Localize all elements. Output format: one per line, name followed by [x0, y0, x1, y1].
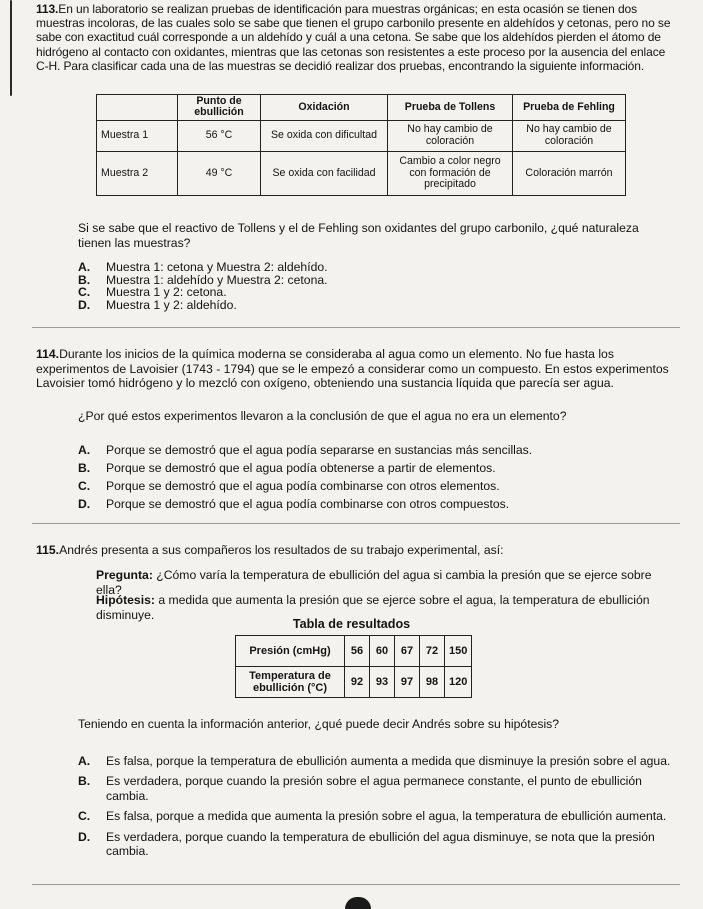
option-a[interactable]: A. Es falsa, porque la temperatura de ebullición aumenta a medida que disminuye la presión sobre el agua.	[78, 754, 671, 768]
option-a[interactable]: A. Muestra 1: cetona y Muestra 2: aldehído.	[78, 260, 328, 274]
pregunta-text: ¿Cómo varía la temperatura de ebullición del agua si cambia la presión que se ejerce sobre ella?	[96, 568, 652, 597]
sample-table	[96, 94, 626, 196]
table-header: Punto de ebullición	[178, 95, 261, 121]
results-table-title: Tabla de resultados	[292, 617, 411, 631]
question-114-stem: ¿Por qué estos experimentos llevaron a la conclusión de que el agua no era un elemento?	[78, 409, 567, 423]
hipotesis-label: Hipótesis:	[96, 593, 155, 607]
table-header: Prueba de Fehling	[513, 95, 626, 121]
option-b[interactable]: B. Muestra 1: aldehído y Muestra 2: cetona.	[78, 272, 328, 287]
option-a[interactable]: A. Porque se demostró que el agua podía separarse en sustancias más sencillas.	[78, 443, 533, 457]
question-114-text: 114.Durante los inicios de la química moderna se consideraba al agua como un elemento. No fue hasta los experimentos de Lavoisier (1743 - 1794) que se le empezó a considerar como un compuesto. En estos experimentos Lavoisier tomó hidrógeno y lo mezcló con oxígeno, obteniendo una sustancia líquida que parecía ser agua.	[36, 347, 669, 391]
table-corner	[97, 95, 178, 121]
table-cell: 60	[370, 636, 395, 667]
option-d[interactable]: D. Es verdadera, porque cuando la temperatura de ebullición del agua disminuye, se nota que la presión cambia.	[78, 829, 655, 859]
divider	[32, 523, 680, 524]
question-115-stem: Teniendo en cuenta la información anterior, ¿qué puede decir Andrés sobre su hipótesis?	[78, 717, 560, 731]
table-row	[236, 636, 472, 667]
table-cell: No hay cambio de coloración	[513, 120, 626, 151]
question-115-text: 115.Andrés presenta a sus compañeros los resultados de su trabajo experimental, así:	[36, 543, 504, 557]
table-cell: 56	[345, 636, 370, 667]
question-114	[36, 347, 676, 391]
table-cell: No hay cambio de coloración	[388, 120, 513, 151]
table-cell: 97	[395, 667, 420, 698]
table-header: Presión (cmHg)	[236, 636, 345, 667]
table-row	[97, 151, 626, 195]
table-cell: 72	[420, 636, 445, 667]
table-cell: 67	[395, 636, 420, 667]
table-header: Oxidación	[261, 95, 388, 121]
table-row	[97, 120, 626, 151]
question-115-options	[78, 754, 678, 864]
option-d[interactable]: D. Muestra 1 y 2: aldehído.	[78, 297, 237, 312]
option-b[interactable]: B. Es verdadera, porque cuando la presión sobre el agua permanece constante, el punto de ebullición cambia.	[78, 774, 642, 803]
pregunta-label: Pregunta:	[96, 568, 153, 582]
table-cell: Se oxida con facilidad	[261, 151, 388, 195]
question-113-stem: Si se sabe que el reactivo de Tollens y el de Fehling son oxidantes del grupo carbonilo, ¿qué naturaleza tienen las muestras?	[78, 221, 639, 250]
table-cell: Cambio a color negro con formación de precipitado	[388, 151, 513, 195]
question-113-text: 113.En un laboratorio se realizan pruebas de identificación para muestras orgánicas; en esta ocasión se tienen dos muestras incoloras, de las cuales solo se sabe que tienen el grupo carbonilo presente en aldehídos y cetonas, pero no se sabe con exactitud cuál corresponde a un aldehído y cuál a una cetona. Se sabe que los aldehídos pierden el átomo de hidrógeno al contacto con oxidantes, mientras que las cetonas son resistentes a este proceso por la ausencia del enlace C-H. Para clasificar cada una de las muestras se decidió realizar dos pruebas, encontrando la siguiente información.	[36, 2, 671, 73]
results-table	[235, 635, 472, 698]
table-cell: 92	[345, 667, 370, 698]
table-cell: 120	[445, 667, 472, 698]
table-cell: 98	[420, 667, 445, 698]
table-header: Temperatura de ebullición (°C)	[236, 667, 345, 698]
table-header: Prueba de Tollens	[388, 95, 513, 121]
question-113-options	[78, 261, 674, 311]
binding-line	[10, 0, 12, 96]
divider	[32, 327, 680, 328]
table-cell: Coloración marrón	[513, 151, 626, 195]
question-115	[36, 543, 676, 558]
table-header-row	[97, 95, 626, 121]
option-c[interactable]: C. Es falsa, porque a medida que aumenta la presión sobre el agua, la temperatura de ebullición aumenta.	[78, 809, 667, 824]
page-marker	[345, 897, 371, 909]
table-row	[236, 667, 472, 698]
option-b[interactable]: B. Porque se demostró que el agua podía obtenerse a partir de elementos.	[78, 461, 496, 475]
table-cell: 150	[445, 636, 472, 667]
question-114-options	[78, 441, 674, 513]
table-cell: Muestra 2	[97, 151, 178, 195]
divider	[32, 884, 680, 885]
table-cell: 56 °C	[178, 120, 261, 151]
question-number: 114.	[36, 347, 60, 361]
hipotesis-text: a medida que aumenta la presión que se ejerce sobre el agua, la temperatura de ebullición disminuye.	[96, 593, 650, 622]
option-c[interactable]: C. Porque se demostró que el agua podía combinarse con otros elementos.	[78, 479, 500, 493]
question-number: 113.	[36, 2, 59, 16]
table-cell: 93	[370, 667, 395, 698]
option-d[interactable]: D. Porque se demostró que el agua podía combinarse con otros compuestos.	[78, 497, 510, 511]
table-cell: 49 °C	[178, 151, 261, 195]
table-cell: Se oxida con dificultad	[261, 120, 388, 151]
table-cell: Muestra 1	[97, 120, 178, 151]
option-c[interactable]: C. Muestra 1 y 2: cetona.	[78, 285, 227, 300]
question-113	[36, 2, 676, 73]
question-number: 115.	[36, 543, 60, 557]
